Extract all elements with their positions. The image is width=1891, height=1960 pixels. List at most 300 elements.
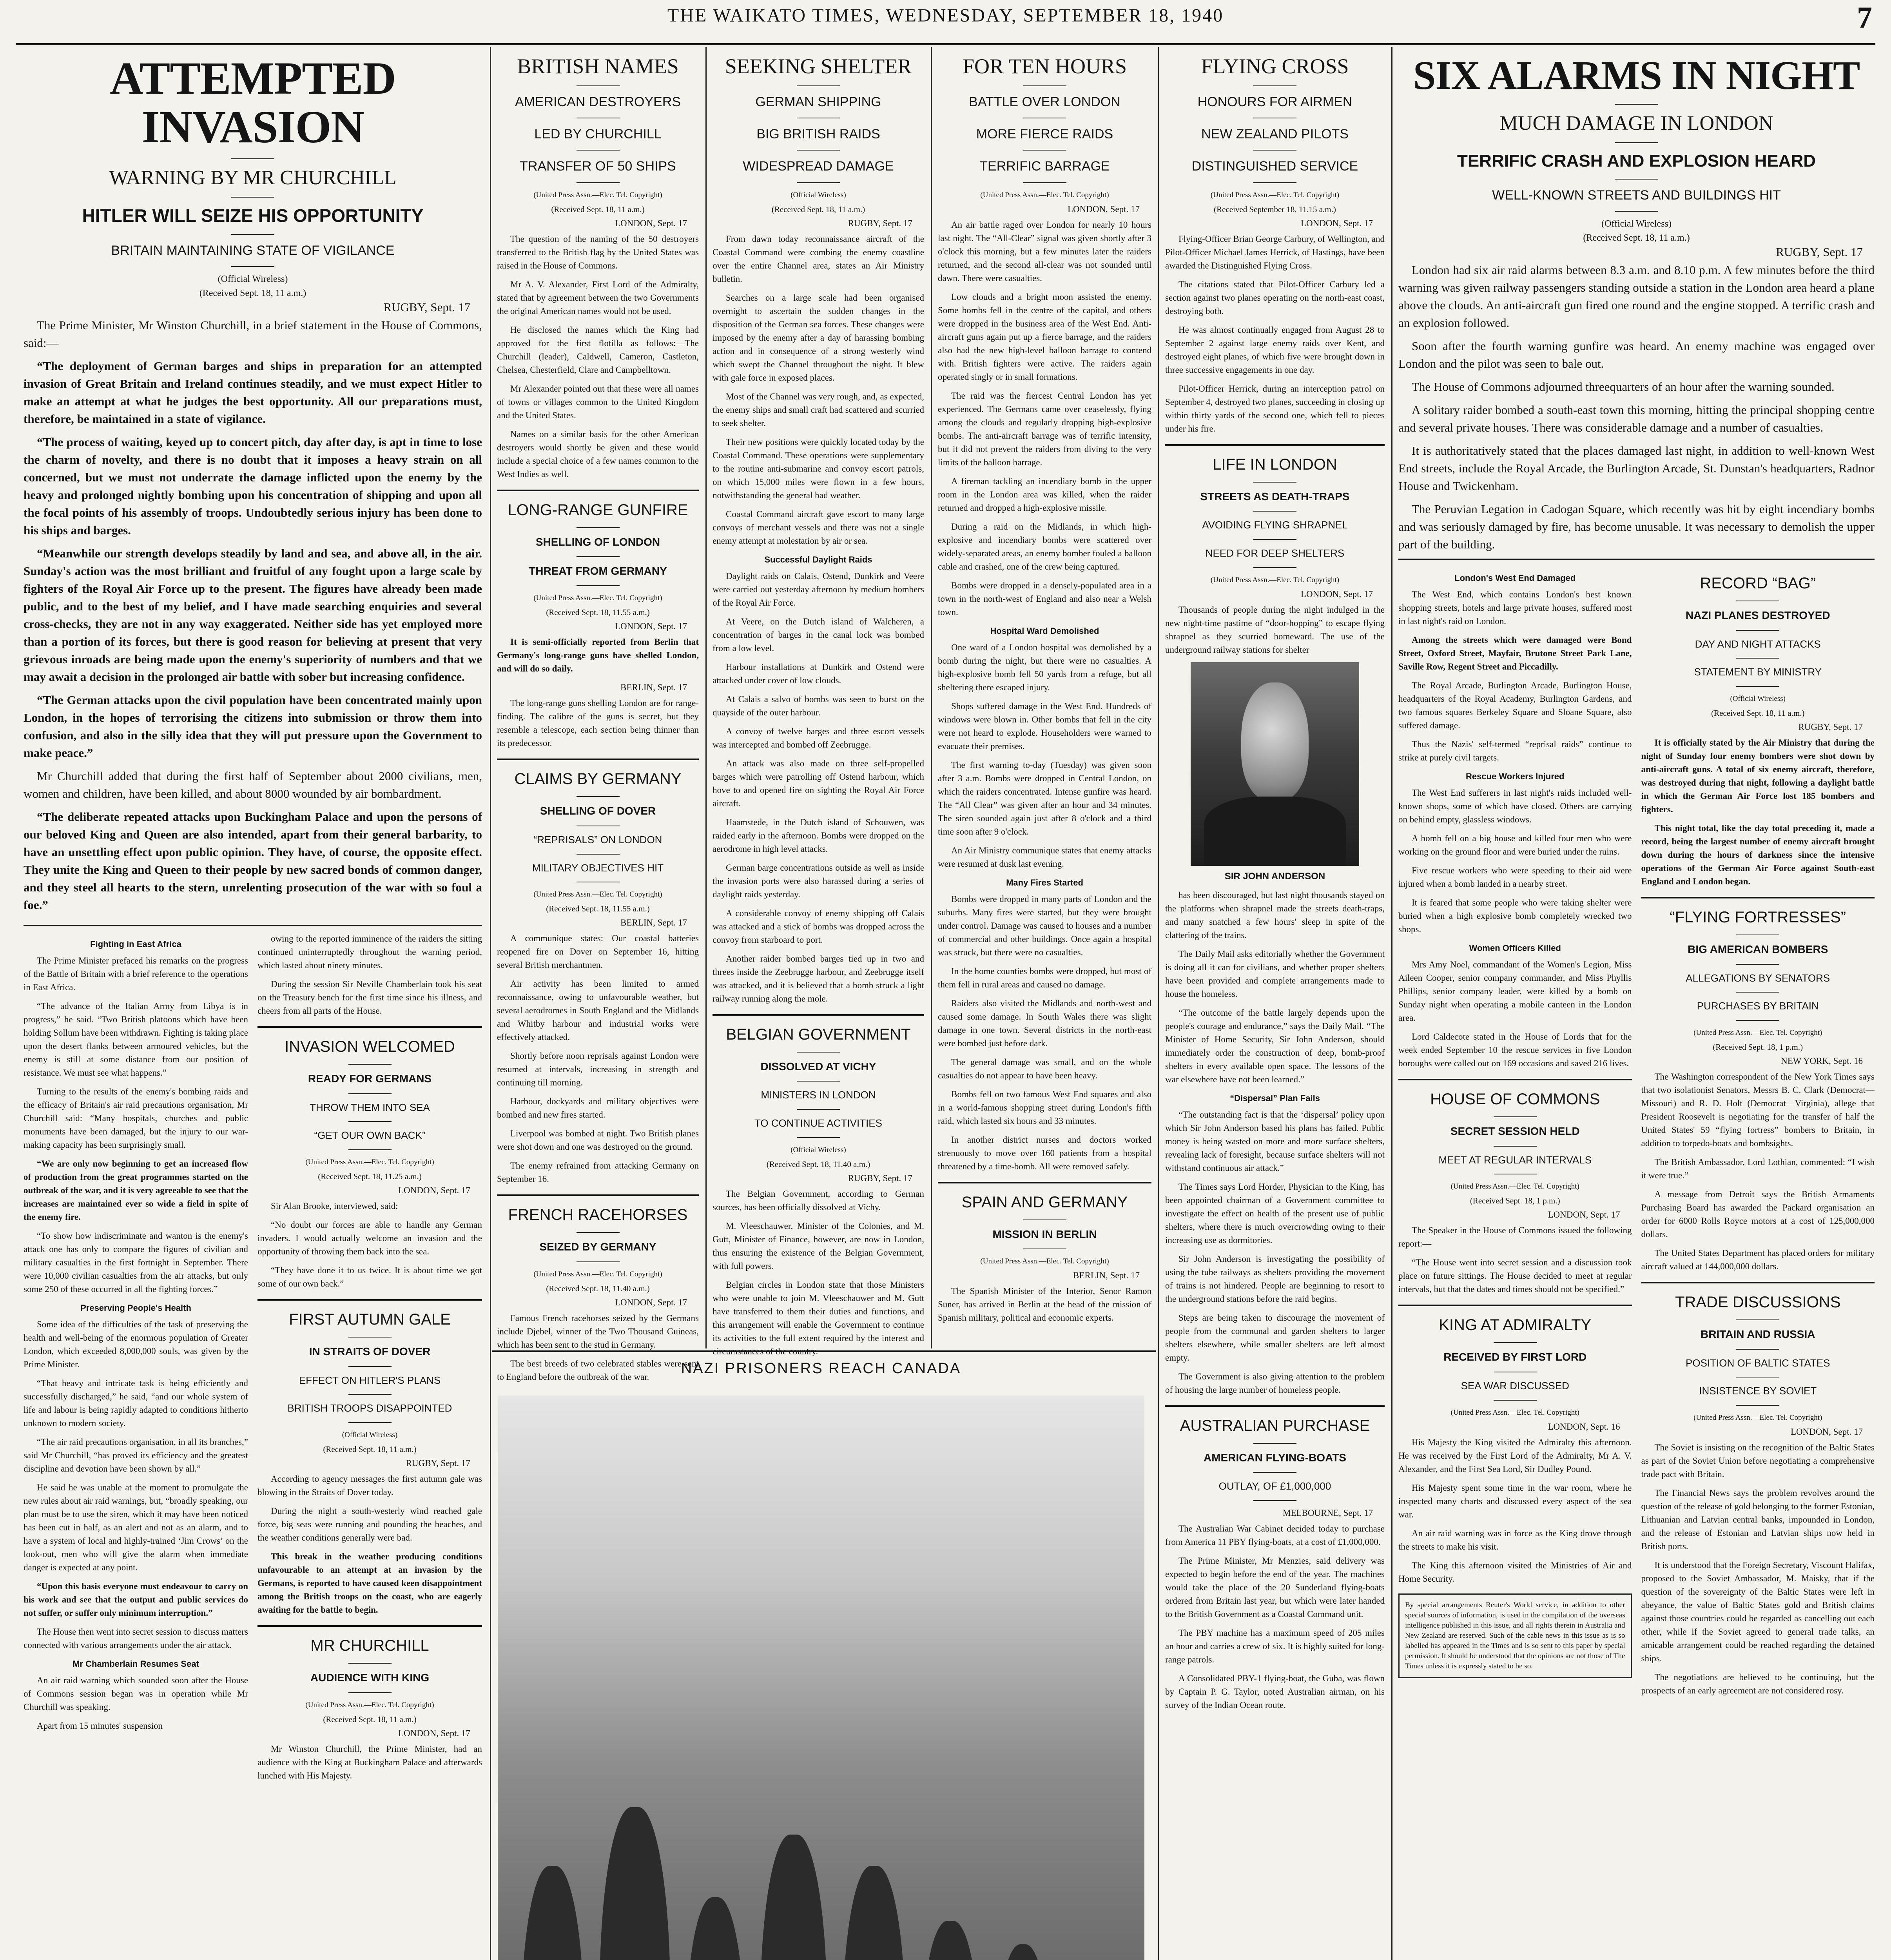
paragraph: The PBY machine has a maximum speed of 205 miles an hour and carries a crew of six. It is highly suited for long-range patrols. <box>1165 1628 1385 1664</box>
deck: AVOIDING FLYING SHRAPNEL <box>1202 519 1348 531</box>
paragraph: Shortly before noon reprisals against London were resumed at intervals, increasing in strength and continuing till morning. <box>497 1051 699 1088</box>
person-figure <box>686 1897 745 1960</box>
subhead: Successful Daylight Raids <box>764 554 872 564</box>
subhead: London's West End Damaged <box>1454 573 1576 583</box>
paragraph: The West End sufferers in last night's raids included well-known shops, some of which have closed. Others are carrying on behind empty, glassless windows. <box>1398 788 1632 825</box>
deck: HONOURS FOR AIRMEN <box>1197 94 1353 110</box>
column-3 <box>713 47 924 1356</box>
deck: WIDESPREAD DAMAGE <box>743 159 894 174</box>
deck: ALLEGATIONS BY SENATORS <box>1686 972 1830 984</box>
paragraph: In another district nurses and doctors worked strenuously to move over 160 patients from a hospital threatened by a time-bomb. All were removed safely. <box>938 1134 1151 1171</box>
paragraph: German barge concentrations outside as well as inside the invasion ports were also harassed during a series of daylight raids yesterday. <box>713 862 924 899</box>
rule <box>497 1194 699 1196</box>
photo-title: NAZI PRISONERS REACH CANADA <box>681 1360 961 1377</box>
source-line: (United Press Assn.—Elec. Tel. Copyright) <box>305 1158 434 1167</box>
portrait-coat <box>1204 797 1345 866</box>
paragraph: The raid was the fiercest Central London has yet experienced. The Germans came over ceaselessly, flying among the clouds and regularly dropping high-explosive bombs. The anti-aircraft barrage was of terrific intensity, but it did not prevent the raiders from diving to the very limits of the balloon barrage. <box>938 390 1151 467</box>
paragraph: A Consolidated PBY-1 flying-boat, the Guba, was flown by Captain P. G. Taylor, noted Australian airman, on his survey of the Indian Ocean route. <box>1165 1673 1385 1710</box>
headline: SPAIN AND GERMANY <box>961 1193 1128 1211</box>
paragraph: “They have done it to us twice. It is about time we got some of our own back.” <box>257 1265 482 1289</box>
paragraph: Shops suffered damage in the West End. Hundreds of windows were blown in. Other bombs that fell in the city were not heard to explode. Householders were warned to evacuate their premises. <box>938 701 1151 751</box>
divider <box>348 1366 392 1367</box>
received-line: (Received Sept. 18, 11 a.m.) <box>771 204 865 214</box>
source-line: (United Press Assn.—Elec. Tel. Copyright) <box>533 1270 662 1278</box>
divider <box>1736 1405 1779 1406</box>
paragraph: The Times says Lord Horder, Physician to the King, has been appointed chairman of a Government committee to investigate the effect on health of the present use of public shelters, where there is much overcrowding owing to their increasing use as dormitories. <box>1165 1181 1385 1245</box>
paragraph: Air activity has been limited to armed reconnaissance, owing to unfavourable weather, but several aerodromes in South England and the Midlands and Whitby harbour and industrial works were effectively attacked. <box>497 979 699 1042</box>
paragraph: According to agency messages the first autumn gale was blowing in the Straits of Dover today. <box>257 1474 482 1497</box>
paragraph: Low clouds and a bright moon assisted the enemy. Some bombs fell in the centre of the capital, and others were dropped in the business area of the West End. Anti-aircraft guns again put up a fierce barrage, and the raiders also had the new high-level balloon barrage to contend with. British fighters were active. The raiders again operated singly or in small formations. <box>938 292 1151 382</box>
divider <box>1615 104 1658 105</box>
dateline: NEW YORK, Sept. 16 <box>1781 1056 1863 1066</box>
paragraph: “The process of waiting, keyed up to concert pitch, day after day, is apt in time to lose the charm of novelty, and there is no doubt that it imposes a heavy strain on all concerned, but we must not underrate the damage inflicted upon the enemy by the heavy and prolonged nightly bombing upon his concentration of shipping and upon all the focal points of his assembly of troops. Undoubtedly serious injury has been done to his ships and barges. <box>24 435 482 537</box>
rule <box>497 759 699 760</box>
dateline: BERLIN, Sept. 17 <box>1073 1270 1140 1281</box>
column-6 <box>1398 47 1875 1960</box>
divider <box>348 1394 392 1395</box>
paragraph: Some idea of the difficulties of the task of preserving the health and well-being of the enormous population of Greater London, which exceeded 8,000,000 souls, was given by the Prime Minister. <box>24 1319 248 1370</box>
divider <box>231 197 274 198</box>
deck: STATEMENT BY MINISTRY <box>1694 666 1822 678</box>
subhead: Preserving People's Health <box>80 1303 191 1313</box>
source-line: (United Press Assn.—Elec. Tel. Copyright) <box>1693 1414 1822 1422</box>
source-line: (United Press Assn.—Elec. Tel. Copyright) <box>980 191 1109 199</box>
received-line: (Received Sept. 18, 11.25 a.m.) <box>318 1172 422 1181</box>
source-line: (United Press Assn.—Elec. Tel. Copyright) <box>980 1257 1109 1266</box>
divider <box>1253 511 1296 512</box>
deck: AMERICAN FLYING-BOATS <box>1204 1451 1346 1464</box>
divider <box>348 1663 392 1664</box>
received-line: (Received Sept. 18, 11.40 a.m.) <box>766 1159 870 1169</box>
deck: TRANSFER OF 50 SHIPS <box>520 159 676 174</box>
divider <box>1253 1500 1296 1501</box>
deck: MUCH DAMAGE IN LONDON <box>1499 112 1773 135</box>
source-line: (United Press Assn.—Elec. Tel. Copyright) <box>533 890 662 899</box>
rule <box>257 1625 482 1627</box>
person-figure <box>521 1866 584 1960</box>
deck: NAZI PLANES DESTROYED <box>1685 609 1830 622</box>
deck: MEET AT REGULAR INTERVALS <box>1438 1154 1592 1166</box>
column-1-subcolumns <box>24 925 482 1788</box>
divider <box>1736 964 1779 965</box>
divider <box>797 1137 840 1138</box>
divider <box>348 1121 392 1122</box>
dateline: LONDON, Sept. 17 <box>1301 218 1373 228</box>
headline: AUSTRALIAN PURCHASE <box>1180 1417 1370 1434</box>
divider <box>577 796 620 797</box>
paragraph: The long-range guns shelling London are for range-finding. The calibre of the guns is secret, but they resemble a telescope, each section being thinner than its predecessor. <box>497 698 699 748</box>
received-line: (Received Sept. 18, 11.40 a.m.) <box>546 1283 650 1293</box>
dateline: RUGBY, Sept. 17 <box>1776 245 1863 259</box>
divider <box>797 1081 840 1082</box>
paragraph: Five rescue workers who were speeding to their aid were injured when a bomb landed in a nearby street. <box>1398 866 1632 889</box>
article-body <box>497 217 699 481</box>
headline: FRENCH RACEHORSES <box>508 1206 688 1224</box>
dateline: LONDON, Sept. 17 <box>398 1185 470 1196</box>
paragraph: The Prime Minister prefaced his remarks on the progress of the Battle of Britain with a brief reference to the operations in East Africa. <box>24 956 248 993</box>
article-body <box>24 301 482 914</box>
divider <box>1615 211 1658 212</box>
paragraph: The citations stated that Pilot-Officer Carbury led a section against two planes operating on the north-east coast, destroying both. <box>1165 279 1385 316</box>
headline: FOR TEN HOURS <box>962 54 1127 78</box>
headline: MR CHURCHILL <box>310 1637 429 1655</box>
received-line: (Received September 18, 11.15 a.m.) <box>1214 204 1336 214</box>
headline: BRITISH NAMES <box>517 54 679 78</box>
person-figure <box>760 1835 827 1960</box>
paragraph: The King this afternoon visited the Ministries of Air and Home Security. <box>1398 1560 1632 1584</box>
paragraph: Most of the Channel was very rough, and, as expected, the enemy ships and small craft had scattered and scurried to seek shelter. <box>713 391 924 428</box>
column-rule <box>931 47 932 1348</box>
divider <box>1253 1443 1296 1444</box>
divider <box>797 150 840 151</box>
paragraph: Sir John Anderson is investigating the possibility of using the tube railways as shelters providing the movement of trains is not hindered. People are beginning to resort to the underground stations before the raid begins. <box>1165 1254 1385 1304</box>
portrait-block <box>1165 662 1385 883</box>
paragraph: It is semi-officially reported from Berlin that Germany's long-range guns have shelled London, and will do so daily. <box>497 637 699 674</box>
deck: READY FOR GERMANS <box>308 1073 432 1085</box>
dateline: RUGBY, Sept. 17 <box>1798 722 1863 732</box>
paragraph: Mr A. V. Alexander, First Lord of the Admiralty, stated that by agreement between the two Governments the original American names would not be used. <box>497 279 699 316</box>
received-line: (Received Sept. 18, 11 a.m.) <box>199 288 306 299</box>
column-1 <box>24 47 482 1960</box>
source-line: (Official Wireless) <box>1601 219 1672 229</box>
paragraph: The West End, which contains London's best known shopping streets, hotels and large private houses, suffered most in last night's raid on London. <box>1398 590 1632 626</box>
paragraph: “The German attacks upon the civil population have been concentrated mainly upon London, in the hopes of terrorising the citizens into submission or throw them into confusion, and also in the silly idea that they will put pressure upon the Government to make peace.” <box>24 693 482 760</box>
deck: THROW THEM INTO SEA <box>310 1101 430 1113</box>
divider <box>1253 1472 1296 1473</box>
subhead: Many Fires Started <box>1006 877 1083 887</box>
headline: KING AT ADMIRALTY <box>1439 1316 1592 1334</box>
paragraph: Daylight raids on Calais, Ostend, Dunkirk and Veere were carried out yesterday afternoon by medium bombers of the Royal Air Force. <box>713 571 924 608</box>
paragraph: Mrs Amy Noel, commandant of the Women's Legion, Miss Aileen Cooper, senior company commander, and Miss Phyllis Phillips, senior company leader, were killed by a bomb on Sunday night when operating a mobile canteen in the London area. <box>1398 960 1632 1023</box>
paragraph: The Prime Minister, Mr Winston Churchill, in a brief statement in the House of Commons, said:— <box>24 318 482 350</box>
article-body <box>1165 217 1385 436</box>
deck: “GET OUR OWN BACK” <box>314 1129 426 1142</box>
paragraph: The Peruvian Legation in Cadogan Square, which recently was hit by eight incendiary bombs and was seriously damaged by fire, has become unusable. It was necessary to demolish the upper part of the building. <box>1398 502 1875 552</box>
deck: TERRIFIC CRASH AND EXPLOSION HEARD <box>1457 151 1816 171</box>
divider <box>231 234 274 235</box>
subcolumn-right <box>257 932 482 1788</box>
source-line: (Official Wireless) <box>342 1431 398 1439</box>
divider <box>348 1064 392 1065</box>
paragraph: “No doubt our forces are able to handle any German invaders. I would actually welcome an invasion and the opportunity of throwing them back into the sea. <box>257 1220 482 1257</box>
paragraph: “The House went into secret session and a discussion took place on future sittings. The House decided to meet at regular intervals, but that the dates and times should not be specified.” <box>1398 1258 1632 1294</box>
dateline: LONDON, Sept. 17 <box>615 1297 687 1307</box>
rule <box>257 1299 482 1301</box>
article-body <box>497 916 699 1186</box>
person-figure <box>921 1921 980 1960</box>
rule <box>1398 1305 1632 1306</box>
rule <box>938 1182 1151 1183</box>
paragraph: A bomb fell on a big house and killed four men who were working on the ground floor and were buried under the ruins. <box>1398 833 1632 857</box>
divider <box>1023 182 1066 183</box>
paragraph: From dawn today reconnaissance aircraft of the Coastal Command were combing the enemy coastline over the entire Channel area, states an Air Ministry bulletin. <box>713 234 924 284</box>
deck: NEW ZEALAND PILOTS <box>1201 127 1349 142</box>
divider <box>1253 567 1296 568</box>
paragraph: “The outcome of the battle largely depends upon the people's courage and endurance,” says the Daily Mail. “The Minister of Home Security, Sir John Anderson, should immediately order the construction of deep, bomb-proof shelters in every available open space. The lessons of the war elsewhere have not been learned.” <box>1165 1007 1385 1084</box>
source-line: (United Press Assn.—Elec. Tel. Copyright) <box>1450 1182 1579 1191</box>
deck: THREAT FROM GERMANY <box>529 565 667 577</box>
divider <box>1023 150 1066 151</box>
paragraph: owing to the reported imminence of the raiders the sitting continued uninterruptedly throughout the warning period, which lasted about ninety minutes. <box>257 934 482 971</box>
paragraph: “The outstanding fact is that the ‘dispersal’ policy upon which Sir John Anderson based his plans has failed. Public money is being wasted on more and more surface shelters, revealing lack of foresight, because surface shelters will not withstand continuous air attack.” <box>1165 1109 1385 1173</box>
paragraph: During the night a south-westerly wind reached gale force, big seas were running and pounding the beaches, and the weather conditions generally were bad. <box>257 1506 482 1543</box>
paragraph: “Upon this basis everyone must endeavour to carry on his work and see that the output and public services do not suffer, or suffer only minimum interruption.” <box>24 1581 248 1618</box>
paragraph: At Veere, on the Dutch island of Walcheren, a concentration of barges in the canal lock was bombed from a low level. <box>713 616 924 653</box>
rule <box>257 1026 482 1028</box>
paragraph: An Air Ministry communique states that enemy attacks were resumed at dusk last evening. <box>938 845 1151 869</box>
paragraph: Belgian circles in London state that those Ministers who were unable to join M. Vleeschauwer and M. Gutt have transferred to them their duties and functions, and this arrangement will enable the Government to continue its activities to the full extent required by the interest and circumstances of the country. <box>713 1279 924 1356</box>
deck: LED BY CHURCHILL <box>534 127 662 142</box>
deck: BIG AMERICAN BOMBERS <box>1688 943 1828 956</box>
paragraph: It is understood that the Foreign Secretary, Viscount Halifax, proposed to the Soviet Ambassador, M. Maisky, that if the question of the sovereignty of the Baltic States were left in abeyance, the value of Baltic States gold and British claims against those countries could be regarded as cancelling out each other, while if the Soviet agreed to general trade talks, an amicable arrangement could be reached regarding the detained ships. <box>1641 1560 1875 1664</box>
deck: DAY AND NIGHT ATTACKS <box>1695 638 1821 650</box>
paragraph: The Financial News says the problem revolves around the question of the release of gold belonging to the former Estonian, Lithuanian and Latvian central banks, impounded in London, and the release of Estonian and Latvian ships now held in British ports. <box>1641 1488 1875 1552</box>
paragraph: The negotiations are believed to be continuing, but the prospects of an early agreement are not considered rosy. <box>1641 1672 1875 1696</box>
subcolumn-left <box>1398 566 1632 1703</box>
deck: AMERICAN DESTROYERS <box>515 94 681 110</box>
headline: SIX ALARMS IN NIGHT <box>1413 53 1860 98</box>
column-4 <box>938 47 1151 1348</box>
paragraph: M. Vleeschauwer, Minister of the Colonies, and M. Gutt, Minister of Finance, however, are now in London, thus ensuring the existence of the Belgian Government, with full powers. <box>713 1221 924 1271</box>
headline: LIFE IN LONDON <box>1213 456 1337 473</box>
divider <box>1023 85 1066 86</box>
paragraph: It is officially stated by the Air Ministry that during the night of Sunday four enemy bombers were shot down by anti-aircraft guns. A total of six enemy aircraft, therefore, was destroyed during that night, following a daylight battle in which the German Air Force lost 185 bombers and fighters. <box>1641 738 1875 815</box>
article-body <box>713 1172 924 1358</box>
headline: FLYING CROSS <box>1201 54 1349 78</box>
paragraph: Liverpool was bombed at night. Two British planes were shot down and one was destroyed on the ground. <box>497 1129 699 1152</box>
headline: RECORD “BAG” <box>1700 575 1816 592</box>
column-5 <box>1165 47 1385 1960</box>
paragraph: “That heavy and intricate task is being efficiently and successfully discharged,” he said, “and our whole system of life and labour is being rapidly adapted to conditions hitherto unknown to modern society. <box>24 1378 248 1428</box>
deck: SECRET SESSION HELD <box>1450 1125 1580 1138</box>
paragraph: Sir Alan Brooke, interviewed, said: <box>271 1201 398 1211</box>
subcolumn-right <box>1641 566 1875 1703</box>
article-body <box>938 1269 1151 1325</box>
deck: PURCHASES BY BRITAIN <box>1697 1000 1819 1012</box>
divider <box>577 1261 620 1262</box>
received-line: (Received Sept. 18, 11 a.m.) <box>323 1445 417 1454</box>
article-body <box>1165 588 1385 657</box>
headline: HOUSE OF COMMONS <box>1430 1091 1600 1108</box>
deck: IN STRAITS OF DOVER <box>309 1345 431 1358</box>
paragraph: An air battle raged over London for nearly 10 hours last night. The “All-Clear” signal was given shortly after 3 o'clock this morning, but a few minutes later the raiders returned, and the second all-clear was not sounded until dawn. There were casualties. <box>938 220 1151 283</box>
rule <box>1641 1282 1875 1283</box>
received-line: (Received Sept. 18, 11 a.m.) <box>1583 233 1690 243</box>
deck: SEIZED BY GERMANY <box>539 1241 656 1253</box>
paragraph: The first warning to-day (Tuesday) was given soon after 3 a.m. Bombs were dropped in Central London, on which the raiders concentrated. Intense gunfire was heard. The “All Clear” was given after an hour and 34 minutes. The siren sounded again just after 8 o'clock and a third time soon after 9 o'clock. <box>938 760 1151 837</box>
paragraph: The British Ambassador, Lord Lothian, commented: “I wish it were true.” <box>1641 1157 1875 1181</box>
article-body <box>938 203 1151 1173</box>
rule <box>1398 1079 1632 1080</box>
paragraph: Soon after the fourth warning gunfire was heard. An enemy machine was engaged over London and the pilot was seen to bale out. <box>1398 339 1875 371</box>
paragraph: He disclosed the names which the King had approved for the first flotilla as follows:—The Churchill (leader), Caldwell, Cameron, Castleton, Chelsea, Chesterfield, Clare and Campbelltown. <box>497 325 699 375</box>
deck: MORE FIERCE RAIDS <box>976 127 1113 142</box>
received-line: (Received Sept. 18, 11 a.m.) <box>551 204 645 214</box>
paragraph: The Spanish Minister of the Interior, Senor Ramon Suner, has arrived in Berlin at the head of the mission of Spanish military, political and economic experts. <box>938 1286 1151 1323</box>
rule <box>497 490 699 491</box>
paragraph: The Belgian Government, according to German sources, has been officially dissolved at Vichy. <box>713 1189 924 1212</box>
paragraph: The Speaker in the House of Commons issued the following report:— <box>1398 1225 1632 1249</box>
paragraph: Another raider bombed barges tied up in two and threes inside the Zeebrugge harbour, and Zeebrugge itself was attacked, and it is believed that a bomb struck a light railway running along the mole. <box>713 953 924 1004</box>
paragraph: Harbour, dockyards and military objectives were bombed and new fires started. <box>497 1096 699 1120</box>
deck: SEA WAR DISCUSSED <box>1461 1379 1569 1392</box>
rule <box>1641 897 1875 898</box>
article-body <box>497 620 699 750</box>
received-line: (Received Sept. 18, 11.55 a.m.) <box>546 904 650 914</box>
paragraph: The general damage was small, and on the whole casualties do not appear to have been heavy. <box>938 1057 1151 1080</box>
paragraph: “We are only now beginning to get an increased flow of production from the great programmes started on the outbreak of the war, and it is very agreeable to see that the increases are maintained ever so wide a field in spite of the enemy fire. <box>24 1159 248 1222</box>
subhead: Women Officers Killed <box>1469 943 1561 953</box>
article-body <box>713 217 924 1005</box>
dateline: MELBOURNE, Sept. 17 <box>1283 1508 1373 1518</box>
article-body <box>1165 1506 1385 1712</box>
headline: SEEKING SHELTER <box>725 54 912 78</box>
headline: FIRST AUTUMN GALE <box>289 1311 451 1328</box>
divider <box>797 85 840 86</box>
paragraph: Bombs were dropped in many parts of London and the suburbs. Many fires were started, but they were brought under control. Damage was caused to houses and a number of commercial and other buildings. Once again a hospital was struck, but there were no casualties. <box>938 894 1151 957</box>
paragraph: Steps are being taken to discourage the movement of people from the communal and garden shelters to larger shelters elsewhere, while smaller shelters are left almost empty. <box>1165 1312 1385 1363</box>
paragraph: Famous French racehorses seized by the Germans include Djebel, winner of the Two Thousand Guineas, which has been sent to the stud in Germany. <box>497 1313 699 1350</box>
paragraph: A considerable convoy of enemy shipping off Calais was attacked and a stick of bombs was dropped across the convoy from starboard to port. <box>713 908 924 945</box>
paragraph: Turning to the results of the enemy's bombing raids and the efficacy of Britain's air raid precautions organisation, Mr Churchill said: “Many hospitals, churches and public monuments have been damaged, but the injury to our war-making capacity has been surprisingly small. <box>24 1087 248 1150</box>
paragraph: has been discouraged, but last night thousands stayed on the platforms when shrapnel made the streets death-traps, and many snatched a few hours' sleep in spite of the clattering of the trains. <box>1165 890 1385 940</box>
paragraph: “The advance of the Italian Army from Libya is in progress,” he said. “Two British platoons which have been holding Sollum have been withdrawn. Fighting is taking place upon the desert flanks between armoured vehicles, but the enemy is still at some distance from our position of resistance. We must see what happens.” <box>24 1001 248 1078</box>
source-line: (United Press Assn.—Elec. Tel. Copyright) <box>533 594 662 603</box>
received-line: (Received Sept. 18, 11 a.m.) <box>323 1714 417 1724</box>
source-line: (United Press Assn.—Elec. Tel. Copyright) <box>305 1700 434 1709</box>
deck: MINISTERS IN LONDON <box>761 1089 876 1101</box>
portrait-photo <box>1191 662 1359 866</box>
person-figure <box>995 1944 1050 1960</box>
deck: BIG BRITISH RAIDS <box>756 127 880 142</box>
source-line: (United Press Assn.—Elec. Tel. Copyright) <box>1210 575 1340 584</box>
paragraph: “The deliberate repeated attacks upon Buckingham Palace and upon the persons of our beloved King and Queen are also intended, apart from their general barbarity, to have an unsettling effect upon public opinion. They have, of course, the opposite effect. They unite the King and Queen to their people by new sacred bonds of common danger, and they steel all hearts to the stern, unrelenting prosecution of the war with so foul a foe.” <box>24 810 482 912</box>
column-6-subcolumns <box>1398 559 1875 1703</box>
headline: BELGIAN GOVERNMENT <box>726 1025 911 1043</box>
subhead: Mr Chamberlain Resumes Seat <box>73 1659 199 1669</box>
paragraph: “To show how indiscriminate and wanton is the enemy's attack one has only to compare the figures of civilian and military casualties in the first fortnight in September. There were 10,000 civilian casualties from the air attacks, but only some 250 of these occurred in all the fighting forces.” <box>24 1231 248 1294</box>
divider <box>1494 1400 1537 1401</box>
person-figure <box>843 1866 905 1960</box>
paragraph: Pilot-Officer Herrick, during an interception patrol on September 4, destroyed two planes, succeeding in closing up within thirty yards of the second one, which fell to pieces under his fire. <box>1165 383 1385 434</box>
dateline: LONDON, Sept. 17 <box>615 621 687 632</box>
rule <box>1165 444 1385 446</box>
paragraph: Thousands of people during the night indulged in the new night-time pastime of “door-hopping” to escape flying shrapnel as they scurried homeward. The use of the underground railway stations for shelter <box>1165 604 1385 655</box>
divider <box>1253 539 1296 540</box>
paragraph: During the session Sir Neville Chamberlain took his seat on the Treasury bench for the first time since his illness, and cheers from all parts of the House. <box>257 979 482 1016</box>
column-2 <box>497 47 699 1382</box>
headline: “FLYING FORTRESSES” <box>1670 909 1846 926</box>
divider <box>1736 1020 1779 1021</box>
column-rule <box>490 47 491 1960</box>
dateline: BERLIN, Sept. 17 <box>620 682 687 693</box>
paragraph: The Government is also giving attention to the problem of housing the large number of homeless people. <box>1165 1371 1385 1395</box>
masthead-title: THE WAIKATO TIMES, WEDNESDAY, SEPTEMBER 18, 1940 <box>667 5 1224 26</box>
paragraph: Thus the Nazis' self-termed “reprisal raids” continue to strike at purely civil targets. <box>1398 739 1632 763</box>
paragraph: An air raid warning which sounded soon after the House of Commons session began was in operation while Mr Churchill was speaking. <box>24 1675 248 1712</box>
received-line: (Received Sept. 18, 1 p.m.) <box>1470 1196 1560 1206</box>
deck: POSITION OF BALTIC STATES <box>1686 1357 1830 1369</box>
paragraph: The House of Commons adjourned threequarters of an hour after the warning sounded. <box>1412 380 1835 394</box>
paragraph: Mr Winston Churchill, the Prime Minister, had an audience with the King at Buckingham Palace and afterwards lunched with His Majesty. <box>257 1744 482 1780</box>
paragraph: The Soviet is insisting on the recognition of the Baltic States as part of the Soviet Union before negotiating a comprehensive trade pact with Britain. <box>1641 1443 1875 1479</box>
source-line: (Official Wireless) <box>790 191 846 199</box>
paragraph: A solitary raider bombed a south-east town this morning, hitting the principal shopping centre and several private houses. There was considerable damage and a number of casualties. <box>1398 403 1875 435</box>
paragraph: At Calais a salvo of bombs was seen to burst on the quayside of the outer harbour. <box>713 694 924 717</box>
paragraph: The House then went into secret session to discuss matters connected with various arrangements under the air attack. <box>24 1627 248 1650</box>
divider <box>577 1232 620 1233</box>
rule <box>1165 1405 1385 1407</box>
divider <box>1253 85 1296 86</box>
paragraph: The United States Department has placed orders for military aircraft valued at 144,000,000 dollars. <box>1641 1248 1875 1272</box>
portrait-caption: SIR JOHN ANDERSON <box>1224 871 1325 882</box>
article-body <box>1398 245 1875 553</box>
deck: BRITAIN AND RUSSIA <box>1701 1328 1815 1341</box>
dateline: BERLIN, Sept. 17 <box>620 918 687 928</box>
divider <box>1253 150 1296 151</box>
deck: MISSION IN BERLIN <box>992 1228 1097 1240</box>
paragraph: He was almost continually engaged from August 28 to September 2 against large enemy raids over Kent, and destroyed eight planes, of which five were brought down in three successive engagements in one day. <box>1165 325 1385 375</box>
subhead: Fighting in East Africa <box>90 939 181 949</box>
dateline: LONDON, Sept. 17 <box>1548 1210 1620 1220</box>
divider <box>1253 182 1296 183</box>
divider <box>577 854 620 855</box>
dateline: RUGBY, Sept. 17 <box>848 218 912 228</box>
paragraph: Bombs fell on two famous West End squares and also in a world-famous shopping street during London's fifth raid, which lasted six hours and 33 minutes. <box>938 1089 1151 1126</box>
dateline: LONDON, Sept. 16 <box>1548 1421 1620 1432</box>
rule <box>713 1014 924 1016</box>
paragraph: The best breeds of two celebrated stables were sent to England before the outbreak of the war. <box>497 1358 699 1382</box>
divider <box>797 1052 840 1053</box>
paragraph: A message from Detroit says the British Armaments Purchasing Board has awarded the Packard organisation an order for 6000 Rolls Royce motors at a cost of 125,000,000 dollars. <box>1641 1189 1875 1240</box>
received-line: (Received Sept. 18, 1 p.m.) <box>1713 1042 1803 1052</box>
paragraph: Names on a similar basis for the other American destroyers would shortly be given and these would include a special choice of a few names common to the West Indies as well. <box>497 429 699 479</box>
paragraph: Lord Caldecote stated in the House of Lords that for the week ended September 10 the rescue services in five London boroughs were called out on 169 occasions and saved 216 lives. <box>1398 1032 1632 1069</box>
source-line: (United Press Assn.—Elec. Tel. Copyright) <box>1693 1029 1822 1037</box>
deck: “REPRISALS” ON LONDON <box>533 833 662 846</box>
paragraph: His Majesty the King visited the Admiralty this afternoon. He was received by the First Lord of the Admiralty, Mr A. V. Alexander, and the First Sea Lord, Sir Dudley Pound. <box>1398 1437 1632 1474</box>
paragraph: The Prime Minister, Mr Menzies, said delivery was expected to begin before the end of the year. The machines would take the place of the 20 Sunderland flying-boats ordered from Britain last year, but which were later handed to the British Government as a Coastal Command unit. <box>1165 1555 1385 1619</box>
paragraph: The Australian War Cabinet decided today to purchase from America 11 PBY flying-boats, at a cost of £1,000,000. <box>1165 1523 1385 1547</box>
paragraph: Haamstede, in the Dutch island of Schouwen, was raided early in the afternoon. Bombs were dropped on the aerodrome in high level attacks. <box>713 817 924 854</box>
paragraph: A convoy of twelve barges and three escort vessels was intercepted and bombed off Zeebrugge. <box>713 726 924 750</box>
deck: WARNING BY MR CHURCHILL <box>109 166 397 189</box>
divider <box>231 158 274 159</box>
deck: EFFECT ON HITLER'S PLANS <box>299 1374 441 1386</box>
source-line: (Official Wireless) <box>790 1145 846 1154</box>
dateline: RUGBY, Sept. 17 <box>848 1173 912 1183</box>
paragraph: Mr Alexander pointed out that these were all names of towns or villages common to the United Kingdom and the United States. <box>497 383 699 420</box>
paragraph: A fireman tackling an incendiary bomb in the upper room in the London area was killed, when the raider returned and dropped a high-explosive missile. <box>938 476 1151 513</box>
divider <box>797 1109 840 1110</box>
person-figure <box>600 1807 670 1960</box>
headline: LONG-RANGE GUNFIRE <box>508 501 688 519</box>
paragraph: Coastal Command aircraft gave escort to many large convoys of merchant vessels and there was not a single enemy attempt at molestation by air or sea. <box>713 509 924 546</box>
source-line: (Official Wireless) <box>218 274 288 285</box>
divider <box>348 1149 392 1150</box>
paragraph: A communique states: Our coastal batteries reopened fire on Dover on September 16, hitting several British merchantmen. <box>497 933 699 970</box>
deck: DISSOLVED AT VICHY <box>760 1060 876 1073</box>
deck: SHELLING OF LONDON <box>535 535 660 548</box>
paragraph: This break in the weather producing conditions unfavourable to an attempt at an invasion by the Germans, is reported to have caused keen disappointment among the British troops on the coast, who are eagerly awaiting for the battle to begin. <box>257 1552 482 1615</box>
deck: TERRIFIC BARRAGE <box>979 159 1110 174</box>
deck: BRITAIN MAINTAINING STATE OF VIGILANCE <box>111 243 395 258</box>
divider <box>231 266 274 267</box>
deck: MILITARY OBJECTIVES HIT <box>532 862 664 874</box>
dateline: LONDON, Sept. 17 <box>1301 589 1373 599</box>
reuters-notice: By special arrangements Reuter's World service, in addition to other special sources of information, is used in the compilation of the overseas intelligence published in this issue, and all rights therein in Australia and New Zealand are reserved. Such of the cable news in this issue as is so labelled has appeared in the Times and is so sent to this paper by special permission. It should be understood that the opinions are not those of The Times unless it is expressly stated to be so. <box>1398 1593 1632 1678</box>
paragraph: The Royal Arcade, Burlington Arcade, Burlington House, headquarters of the Royal Academy, Burlington Gardens, and two famous squares Berkeley Square and Sloane Square, also suffered damage. <box>1398 681 1632 731</box>
